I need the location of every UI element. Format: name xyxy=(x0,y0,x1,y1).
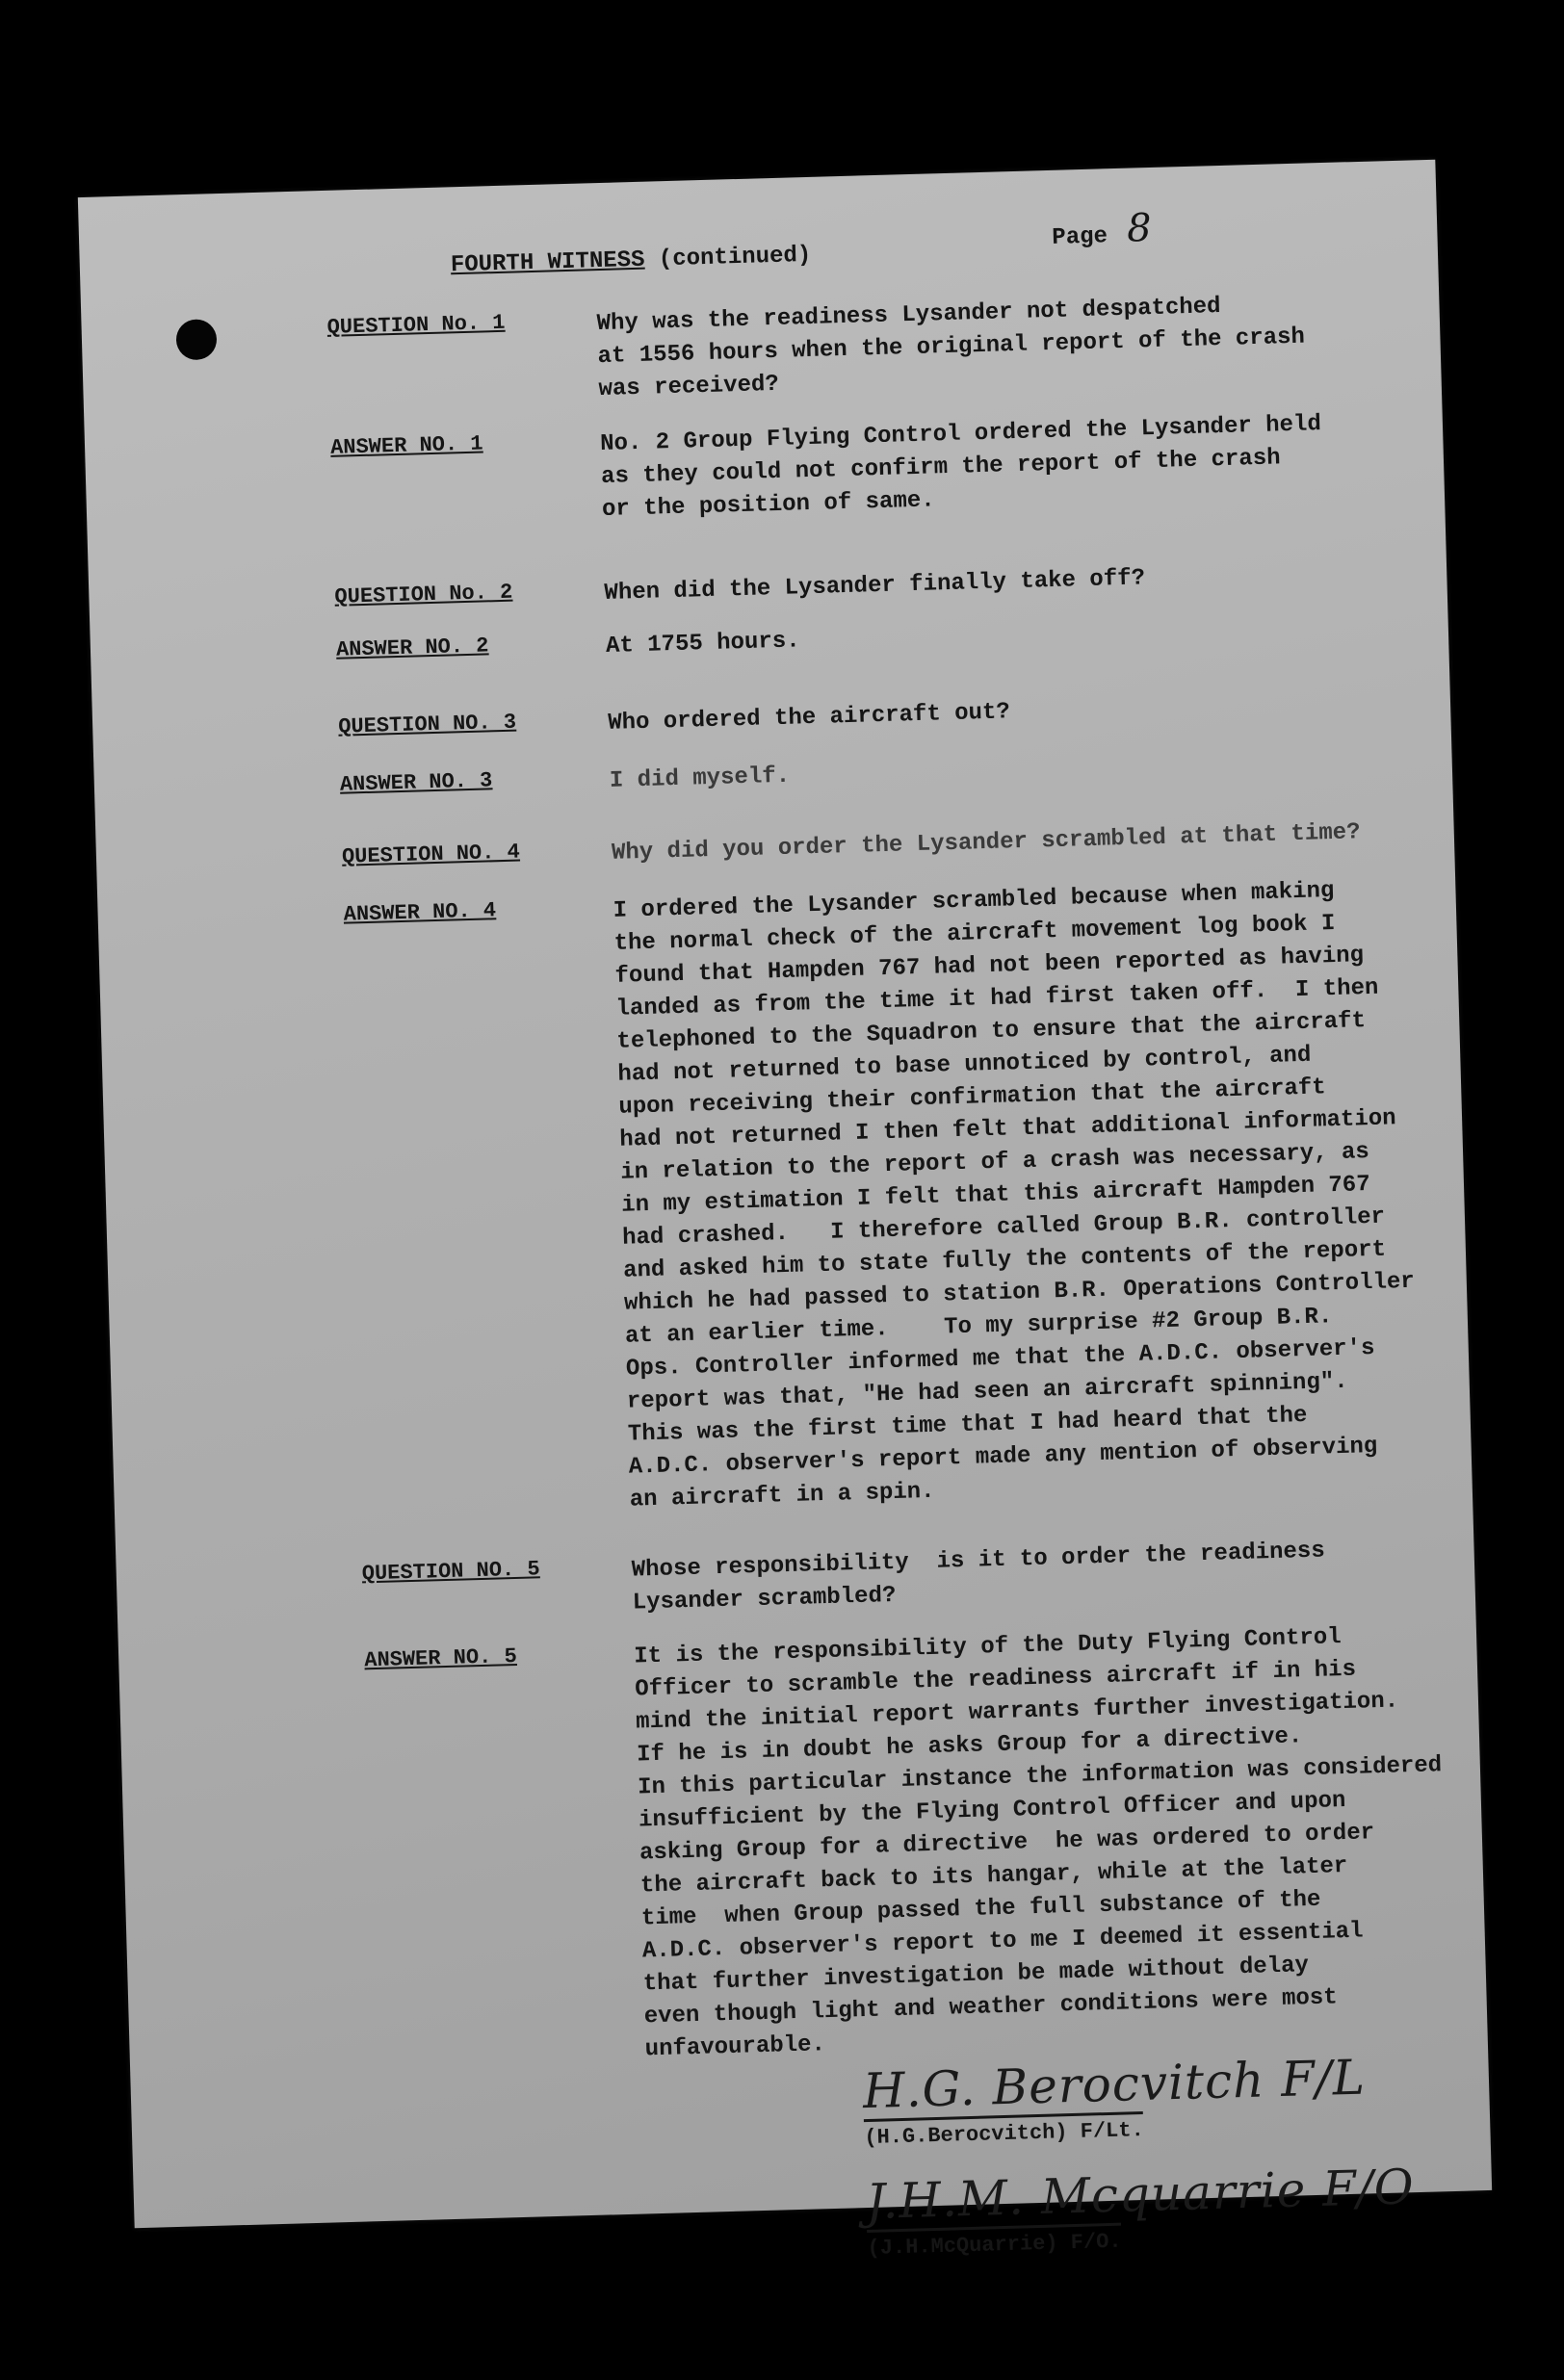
answer-5 xyxy=(364,1618,1443,2063)
question-1-text: Why was the readiness Lysander not despatched at 1556 hours when the original report of the crash was received? xyxy=(596,294,1306,403)
answer-3 xyxy=(339,742,1419,797)
handwritten-signature-2: J.H.M. Mcquarrie F/O xyxy=(865,2159,1416,2231)
answer-4-label: ANSWER NO. 4 xyxy=(343,898,497,927)
question-4 xyxy=(341,815,1421,869)
page-title-underlined: FOURTH WITNESS xyxy=(450,246,645,279)
answer-3-label: ANSWER NO. 3 xyxy=(339,768,493,797)
question-1 xyxy=(326,286,1405,403)
answer-2-label: ANSWER NO. 2 xyxy=(335,634,489,662)
page-label: Page xyxy=(1052,223,1108,251)
question-2-label: QUESTION No. 2 xyxy=(334,580,513,609)
signature-block-2 xyxy=(865,2159,1416,2261)
question-2-text: When did the Lysander finally take off? xyxy=(604,565,1146,607)
answer-4-text: I ordered the Lysander scrambled because when making the normal check of the aircraft movement log book I found that Hampden 767 had not been reported as having landed as from the time it had first taken off. I then telephoned to the Squadron to ensure that the aircraft had not returned to base unnoticed by control, and upon receiving their confirmation that the aircraft had not returned I then felt that additional information in relation to the report of a crash was necessary, as in my estimation I felt that this aircraft Hampden 767 had crashed. I therefore called Group B.R. controller and asked him to state fully the contents of the report which he had passed to station B.R. Operations Controller at an earlier time. To my surprise #2 Group B.R. Ops. Controller informed me that the A.D.C. observer's report was that, "He had seen an aircraft spinning". This was the first time that I had heard that the A.D.C. observer's report made any mention of observing an aircraft in a spin. xyxy=(613,877,1416,1513)
question-5-label: QUESTION NO. 5 xyxy=(361,1557,540,1587)
question-1-label: QUESTION No. 1 xyxy=(326,310,506,340)
answer-5-label: ANSWER NO. 5 xyxy=(364,1643,518,1673)
handwritten-signature-1: H.G. Berocvitch F/L xyxy=(862,2049,1367,2120)
question-5-text: Whose responsibility is it to order the readiness Lysander scrambled? xyxy=(631,1538,1326,1617)
answer-4 xyxy=(343,872,1421,1513)
question-4-label: QUESTION NO. 4 xyxy=(341,840,521,869)
page-number xyxy=(1052,206,1153,253)
answer-3-text: I did myself. xyxy=(609,763,791,794)
answer-5-text: It is the responsibility of the Duty Flying Control Officer to scramble the readiness aircraft if in his mind the initial report warrants further investigation. If he is in doubt he asks Group for a directive. In this particular instance the information was considered insufficient by the Flying Control Officer and upon asking Group for a directive he was ordered to order the aircraft back to its hangar, while at the later time when Group passed the full substance of the A.D.C. observer's report to me I deemed it essential that further investigation be made without delay even though light and weather conditions were most unfavourable. xyxy=(633,1624,1443,2063)
punch-hole xyxy=(175,319,217,360)
answer-1 xyxy=(329,406,1409,524)
typed-name-1: (H.G.Berocvitch) F/Lt. xyxy=(864,2111,1144,2150)
page-title-suffix: (continued) xyxy=(644,242,812,273)
answer-1-label: ANSWER NO. 1 xyxy=(329,431,483,460)
question-5 xyxy=(361,1532,1441,1617)
answer-2-text: At 1755 hours. xyxy=(605,628,800,660)
question-3-text: Who ordered the aircraft out? xyxy=(607,699,1011,737)
question-2 xyxy=(334,556,1413,609)
document-page xyxy=(78,160,1492,2262)
page-title xyxy=(451,243,812,278)
question-3 xyxy=(337,685,1417,739)
signature-block-1 xyxy=(862,2050,1367,2151)
answer-2 xyxy=(335,608,1415,662)
question-4-text: Why did you order the Lysander scrambled at that time? xyxy=(611,819,1361,867)
page-number-value: 8 xyxy=(1126,205,1153,251)
typed-name-2: (J.H.McQuarrie) F/O. xyxy=(867,2223,1122,2261)
question-3-label: QUESTION NO. 3 xyxy=(337,710,517,739)
answer-1-text: No. 2 Group Flying Control ordered the Lysander held as they could not confirm the report of the crash or the position of same. xyxy=(599,411,1322,524)
